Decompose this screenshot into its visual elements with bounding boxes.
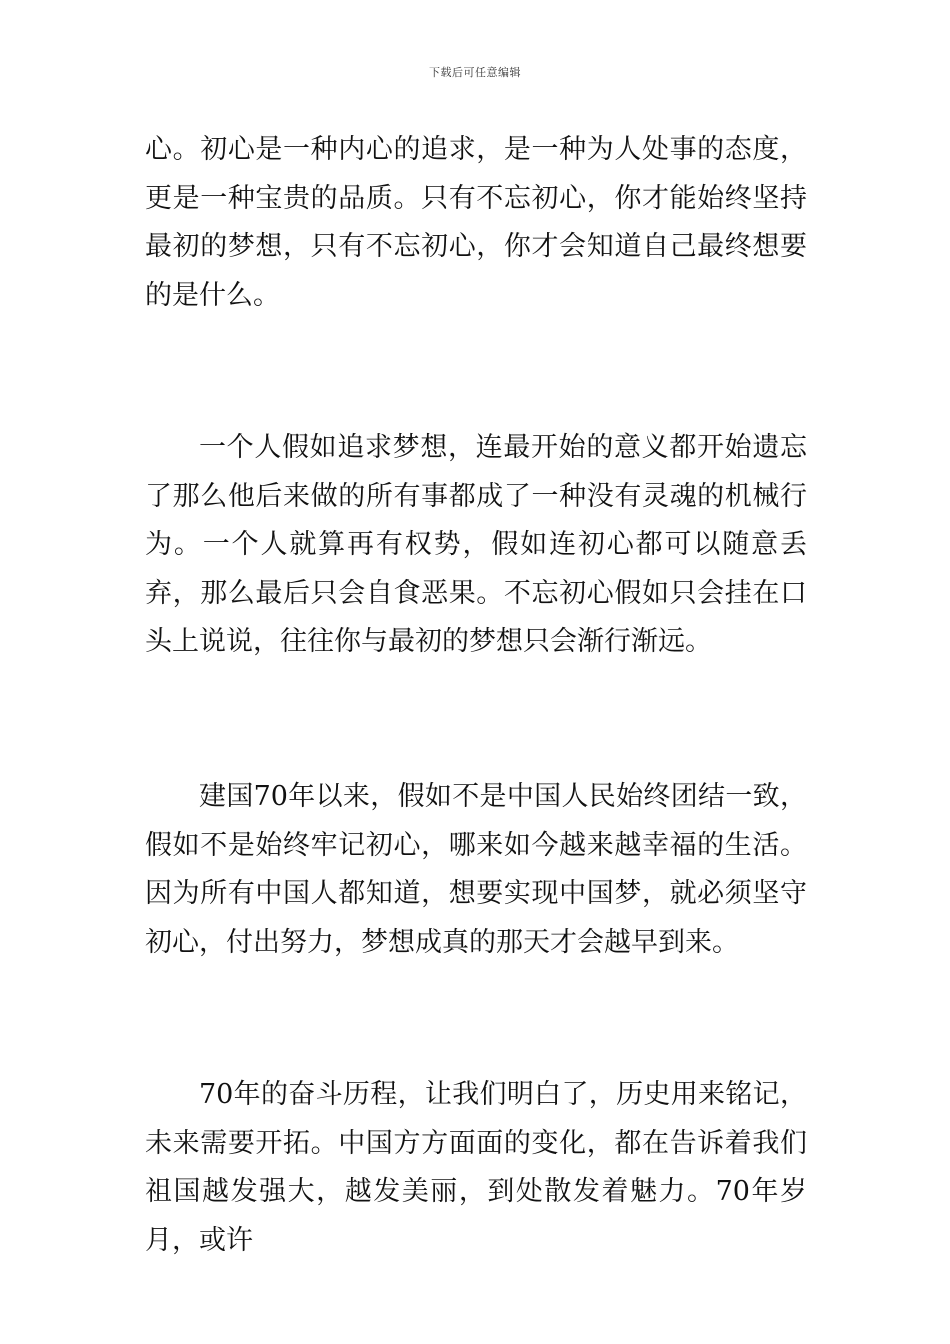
page-header-note: 下载后可任意编辑 — [429, 66, 521, 79]
paragraph-1: 心。初心是一种内心的追求，是一种为人处事的态度，更是一种宝贵的品质。只有不忘初心，你才能始终坚持最初的梦想，只有不忘初心，你才会知道自己最终想要的是什么。 — [145, 134, 807, 311]
paragraph-2: 一个人假如追求梦想，连最开始的意义都开始遗忘了那么他后来做的所有事都成了一种没有灵魂的机械行为。一个人就算再有权势，假如连初心都可以随意丢弃，那么最后只会自食恶果。不忘初心假如只会挂在口头上说说，往往你与最初的梦想只会渐行渐远。 — [145, 432, 807, 658]
paragraph-4: 70年的奋斗历程，让我们明白了，历史用来铭记，未来需要开拓。中国方方面面的变化，都在告诉着我们祖国越发强大，越发美丽，到处散发着魅力。70年岁月，或许 — [145, 1079, 807, 1256]
paragraph-3: 建国70年以来，假如不是中国人民始终团结一致，假如不是始终牢记初心，哪来如今越来越幸福的生活。因为所有中国人都知道，想要实现中国梦，就必须坚守初心，付出努力，梦想成真的那天才会越早到来。 — [145, 781, 807, 958]
